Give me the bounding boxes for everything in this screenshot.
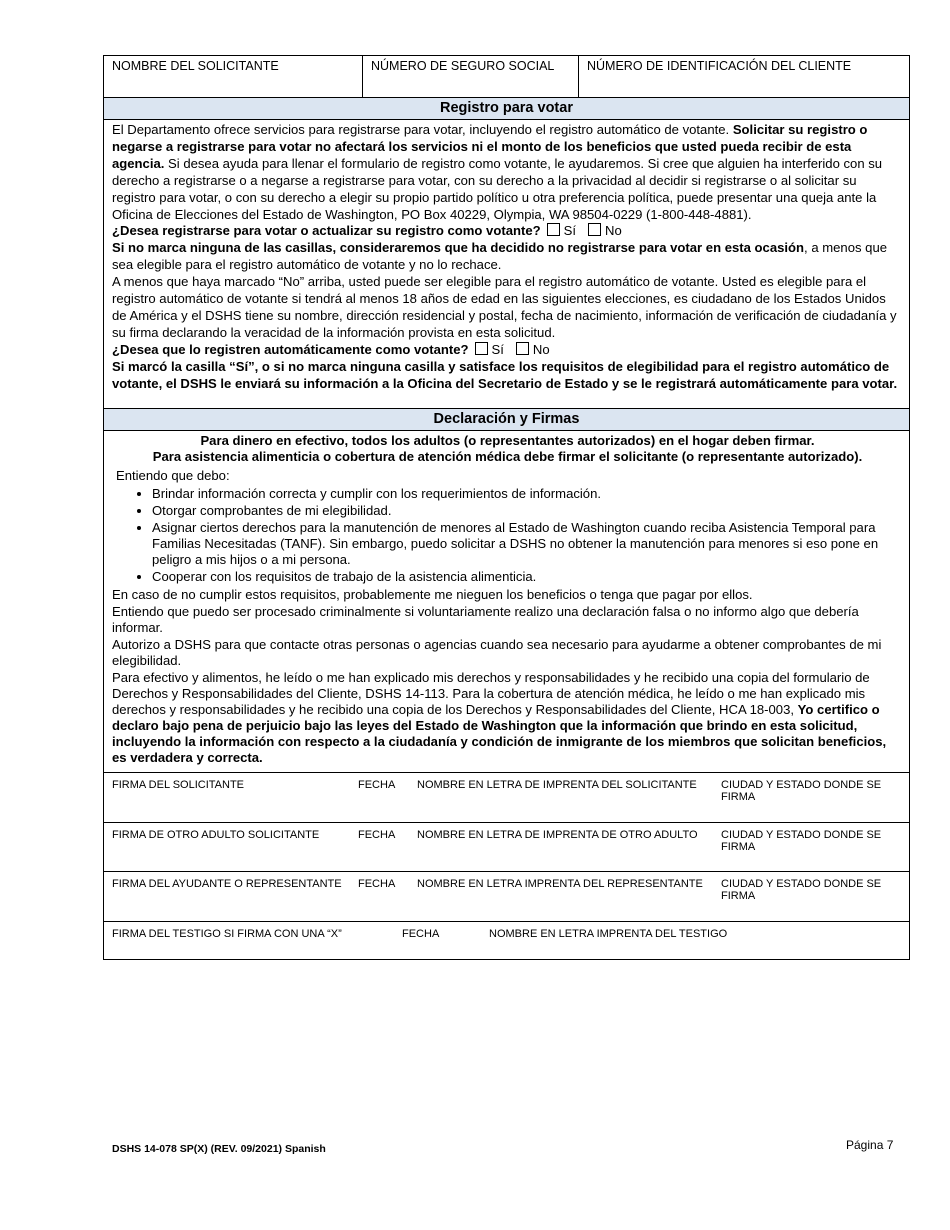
auto-register-question: [112, 342, 901, 359]
understand-text: Entiendo que debo:: [116, 468, 230, 483]
voter-registration-title: Registro para votar: [104, 98, 909, 120]
voter-intro-bold: Solicitar su registro o negarse a registrarse para votar no afectará los servicios ni el monto de los beneficios que usted pueda recibir de esta agencia.: [112, 122, 868, 171]
no-mark-bold: Si no marca ninguna de las casillas, consideraremos que ha decidido no registrarse para votar en esta ocasión: [112, 240, 805, 256]
applicant-signature-label: FIRMA DEL SOLICITANTE: [112, 779, 245, 791]
application-form: [103, 55, 910, 960]
other-adult-signature-row[interactable]: [104, 822, 909, 871]
representative-signature-row[interactable]: [104, 871, 909, 921]
representative-printed-name-label: NOMBRE EN LETRA IMPRENTA DEL REPRESENTANTE: [417, 878, 703, 890]
other-adult-city-label: CIUDAD Y ESTADO DONDE SE FIRMA: [721, 829, 882, 853]
certification-bold: Yo certifico o declaro bajo pena de perjuicio bajo las leyes del Estado de Washington que la información que brindo en esta solicitud, incluyendo la información con respecto a la ciudadanía y condición de inmigrante de los miembros que solicitan beneficios, es verdadera y correcta.: [112, 702, 887, 765]
voter-intro-rest: Si desea ayuda para llenar el formulario de registro como votante, le ayudaremos. Si cree que alguien ha interferido con su derecho a registrarse o a negarse a registrarse para votar, con su derecho a la privacidad al decidir si registrarse o al solicitar su registro para votar, o con su derecho a elegir su propio partido político u otra preferencia política, puede presentar una queja ante la Oficina de Elecciones del Estado de Washington, PO Box 40229, Olympia, WA 98504-0229 (1-800-448-4881).: [112, 155, 883, 222]
declaration-section: [104, 431, 909, 772]
declaration-title: Declaración y Firmas: [104, 408, 909, 431]
certification-plain: Para efectivo y alimentos, he leído o me han explicado mis derechos y responsabilidades y he recibido una copia del formulario de Derechos y Responsabilidades del Cliente, DSHS 14-113. Para la cobertura de atención médica, he leído o me han explicado mis derechos y responsabilidades y he recibido una copia de los Derechos y Responsabilidades del Cliente, HCA 18-003,: [112, 670, 870, 717]
applicant-date-label: FECHA: [358, 779, 396, 791]
voter-registration-section: [104, 120, 909, 408]
applicant-name-field[interactable]: [104, 56, 362, 97]
register-no-checkbox[interactable]: [588, 223, 601, 236]
witness-date-label: FECHA: [402, 928, 440, 940]
applicant-signature-row[interactable]: [104, 772, 909, 822]
auto-registration-final: Si marcó la casilla “Sí”, o si no marca ninguna casilla y satisface los requisitos de elegibilidad para el registro automático de votante, el DSHS le enviará su información a la Oficina del Secretario de Estado y se le registrará automáticamente para votar.: [112, 358, 898, 391]
applicant-city-label: CIUDAD Y ESTADO DONDE SE FIRMA: [721, 779, 882, 803]
auto-no-checkbox[interactable]: [516, 342, 529, 355]
auto-yes-label: Sí: [491, 341, 504, 357]
no-mark-note: [112, 240, 901, 274]
list-item: • Asignar ciertos derechos para la manutención de menores al Estado de Washington cuando reciba Asistencia Temporal para Familias Necesitadas (TANF). Sin embargo, puedo solicitar a DSHS no obtener la manutención para menores si eso pone en peligro a mis hijos o a mi persona.: [152, 520, 903, 568]
list-item: • Brindar información correcta y cumplir con los requerimientos de información.: [152, 486, 903, 502]
no-mark-rest: , a menos que sea elegible para el registro automático de votante y no lo rechace.: [112, 240, 888, 273]
witness-signature-row[interactable]: [104, 921, 909, 959]
other-adult-signature-label: FIRMA DE OTRO ADULTO SOLICITANTE: [112, 829, 320, 841]
representative-city-label: CIUDAD Y ESTADO DONDE SE FIRMA: [721, 878, 882, 902]
applicant-info-row: [104, 56, 909, 98]
noncompliance-text: En caso de no cumplir estos requisitos, probablemente me nieguen los beneficios o tenga que pagar por ellos.: [112, 587, 753, 602]
client-id-field[interactable]: [578, 56, 909, 97]
auto-no-label: No: [532, 341, 550, 357]
representative-date-label: FECHA: [358, 878, 396, 890]
prosecution-text: Entiendo que puedo ser procesado criminalmente si voluntariamente realizo una declaración falsa o no informo algo que debería informar.: [112, 604, 859, 635]
register-yes-checkbox[interactable]: [547, 223, 560, 236]
applicant-name-label: NOMBRE DEL SOLICITANTE: [112, 59, 279, 73]
certification-text: [112, 670, 903, 766]
ssn-label: NÚMERO DE SEGURO SOCIAL: [371, 59, 555, 73]
register-question: [112, 223, 901, 240]
auto-register-question-text: ¿Desea que lo registren automáticamente como votante?: [112, 341, 469, 357]
witness-signature-label: FIRMA DEL TESTIGO SI FIRMA CON UNA “X”: [112, 928, 342, 940]
ssn-field[interactable]: [362, 56, 578, 97]
other-adult-printed-name-label: NOMBRE EN LETRA DE IMPRENTA DE OTRO ADULTO: [417, 829, 698, 841]
other-adult-date-label: FECHA: [358, 829, 396, 841]
auto-yes-checkbox[interactable]: [475, 342, 488, 355]
client-id-label: NÚMERO DE IDENTIFICACIÓN DEL CLIENTE: [587, 59, 852, 73]
voter-intro-text: El Departamento ofrece servicios para registrarse para votar, incluyendo el registro automático de votante.: [112, 122, 733, 137]
register-question-text: ¿Desea registrarse para votar o actualizar su registro como votante?: [112, 223, 541, 239]
representative-signature-label: FIRMA DEL AYUDANTE O REPRESENTANTE: [112, 878, 342, 890]
food-signature-note: Para asistencia alimenticia o cobertura de atención médica debe firmar el solicitante (o representante autorizado).: [152, 449, 863, 464]
applicant-printed-name-label: NOMBRE EN LETRA DE IMPRENTA DEL SOLICITANTE: [417, 779, 697, 791]
register-no-label: No: [604, 223, 622, 239]
register-yes-label: Sí: [563, 223, 576, 239]
witness-printed-name-label: NOMBRE EN LETRA IMPRENTA DEL TESTIGO: [489, 928, 728, 940]
voter-intro: [112, 122, 901, 223]
authorization-text: Autorizo a DSHS para que contacte otras personas o agencias cuando sea necesario para ayudarme a obtener comprobantes de mi elegibilidad.: [112, 637, 882, 668]
cash-signature-note: Para dinero en efectivo, todos los adultos (o representantes autorizados) en el hogar deben firmar.: [200, 433, 815, 448]
page-number: Página 7: [846, 1138, 894, 1152]
list-item: • Cooperar con los requisitos de trabajo de la asistencia alimenticia.: [152, 569, 903, 585]
list-item: • Otorgar comprobantes de mi elegibilidad.: [152, 503, 903, 519]
requirements-list: [112, 486, 903, 585]
form-id: DSHS 14-078 SP(X) (REV. 09/2021) Spanish: [112, 1143, 326, 1155]
auto-registration-text: A menos que haya marcado “No” arriba, usted puede ser elegible para el registro automático de votante. Usted es elegible para el registro automático de votante si tendrá al menos 18 años de edad en las siguientes elecciones, es ciudadano de los Estados Unidos de América y el DSHS tiene su nombre, dirección residencial y postal, fecha de nacimiento, información de verificación de ciudadanía y su firma declarando la veracidad de la información provista en esta solicitud.: [112, 274, 897, 340]
